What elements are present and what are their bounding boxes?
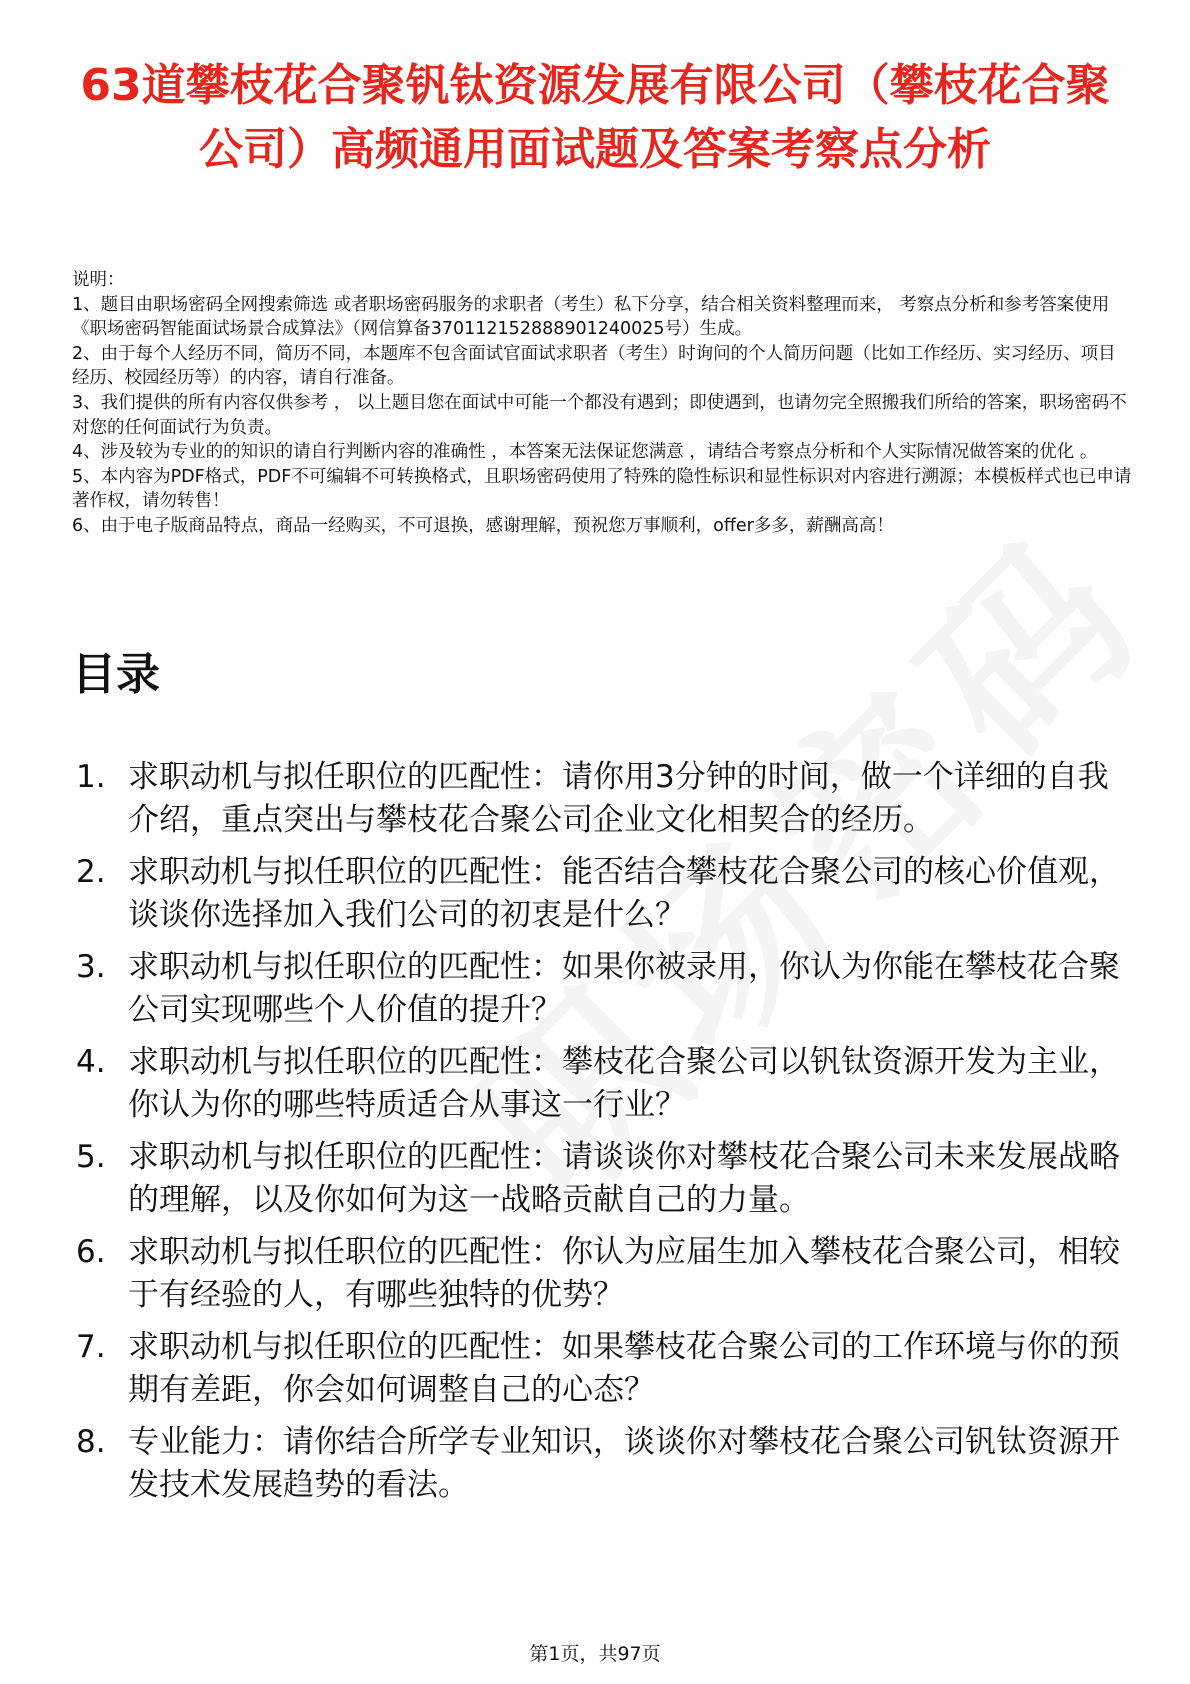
- toc-item[interactable]: [72, 1231, 1132, 1317]
- toc-item-text: 求职动机与拟任职位的匹配性：如果你被录用，你认为你能在攀枝花合聚公司实现哪些个人价值的提升？: [128, 949, 1120, 1028]
- page-footer: 第1页，共97页: [529, 1643, 661, 1665]
- toc-item-text: 求职动机与拟任职位的匹配性：请谈谈你对攀枝花合聚公司未来发展战略的理解，以及你如何为这一战略贡献自己的力量。: [128, 1139, 1120, 1218]
- notice-item: 6、由于电子版商品特点，商品一经购买，不可退换，感谢理解，预祝您万事顺利，offer多多，薪酬高高！: [72, 515, 894, 536]
- toc-item-number: 6.: [76, 1234, 106, 1270]
- notice-section: [72, 268, 1132, 539]
- toc-item[interactable]: [72, 756, 1132, 842]
- toc-item-text: 求职动机与拟任职位的匹配性：攀枝花合聚公司以钒钛资源开发为主业，你认为你的哪些特质适合从事这一行业？: [128, 1044, 1120, 1123]
- toc-item-number: 8.: [76, 1424, 106, 1460]
- toc-item[interactable]: [72, 1326, 1132, 1412]
- document-title: 63道攀枝花合聚钒钛资源发展有限公司（攀枝花合聚公司）高频通用面试题及答案考察点分析: [80, 60, 1110, 175]
- toc-item-text: 求职动机与拟任职位的匹配性：请你用3分钟的时间，做一个详细的自我介绍，重点突出与攀枝花合聚公司企业文化相契合的经历。: [128, 759, 1109, 838]
- toc-item-text: 专业能力：请你结合所学专业知识，谈谈你对攀枝花合聚公司钒钛资源开发技术发展趋势的看法。: [128, 1424, 1120, 1503]
- notice-item: 2、由于每个人经历不同，简历不同，本题库不包含面试官面试求职者（考生）时询问的个人简历问题（比如工作经历、实习经历、项目经历、校园经历等）的内容，请自行准备。: [72, 343, 1116, 389]
- notice-item: 3、我们提供的所有内容仅供参考 ， 以上题目您在面试中可能一个都没有遇到；即使遇到，也请勿完全照搬我们所给的答案，职场密码不对您的任何面试行为负责。: [72, 392, 1127, 438]
- notice-item: 5、本内容为PDF格式，PDF不可编辑不可转换格式，且职场密码使用了特殊的隐性标识和显性标识对内容进行溯源；本模板样式也已申请著作权，请勿转售！: [72, 466, 1132, 512]
- notice-heading: 说明：: [72, 270, 125, 290]
- toc-item-text: 求职动机与拟任职位的匹配性：如果攀枝花合聚公司的工作环境与你的预期有差距，你会如何调整自己的心态？: [128, 1329, 1120, 1408]
- toc-item[interactable]: [72, 851, 1132, 937]
- toc-item-number: 5.: [76, 1139, 106, 1175]
- notice-item: 4、涉及较为专业的的知识的请自行判断内容的准确性 ，本答案无法保证您满意 ，请结合考察点分析和个人实际情况做答案的优化 。: [72, 442, 1098, 463]
- toc-item-text: 求职动机与拟任职位的匹配性：你认为应届生加入攀枝花合聚公司，相较于有经验的人，有哪些独特的优势？: [128, 1234, 1120, 1313]
- toc-item-number: 1.: [76, 759, 106, 795]
- toc-item[interactable]: [72, 1041, 1132, 1127]
- toc-heading: 目录: [72, 649, 160, 700]
- toc-item-number: 7.: [76, 1329, 106, 1365]
- toc-item-number: 3.: [76, 949, 106, 985]
- toc-item[interactable]: [72, 946, 1132, 1032]
- toc-item[interactable]: [72, 1136, 1132, 1222]
- toc-item[interactable]: [72, 1421, 1132, 1507]
- toc-item-number: 4.: [76, 1044, 106, 1080]
- toc-item-number: 2.: [76, 854, 106, 890]
- toc-list: [72, 756, 1132, 1516]
- toc-item-text: 求职动机与拟任职位的匹配性：能否结合攀枝花合聚公司的核心价值观，谈谈你选择加入我们公司的初衷是什么？: [128, 854, 1120, 933]
- notice-item: 1、题目由职场密码全网搜索筛选 或者职场密码服务的求职者（考生）私下分享，结合相关资料整理而来， 考察点分析和参考答案使用《职场密码智能面试场景合成算法》（网信算备370112152888901240025号）生成。: [72, 294, 1110, 340]
